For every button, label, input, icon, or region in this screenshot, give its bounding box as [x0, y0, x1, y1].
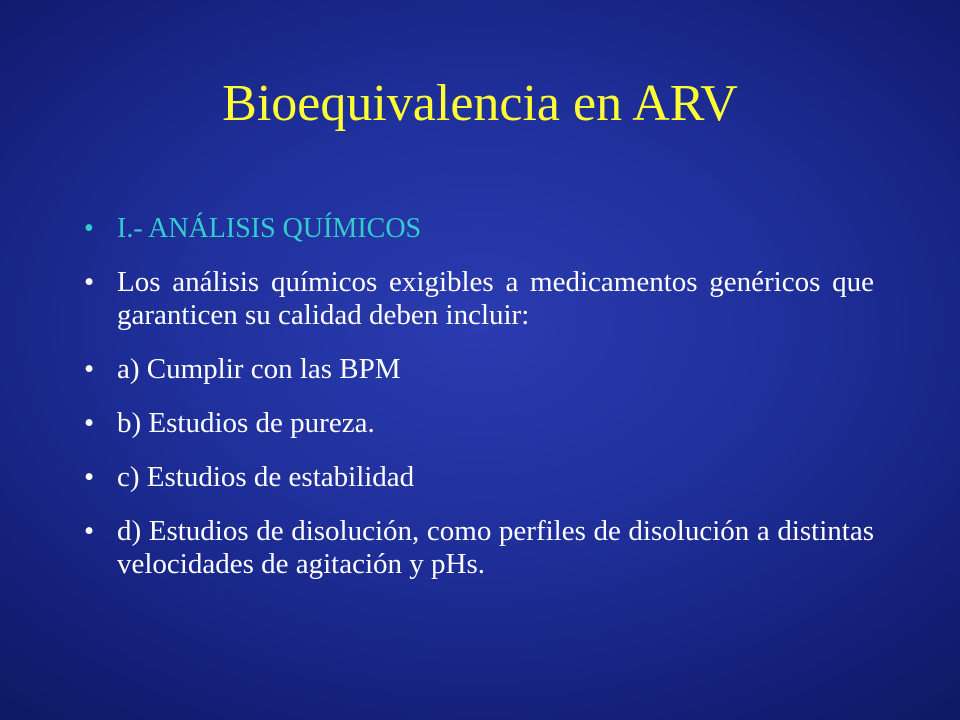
bullet-item-a	[84, 353, 874, 386]
bullet-text: I.- ANÁLISIS QUÍMICOS	[117, 213, 422, 244]
bullet-item-b	[84, 407, 874, 440]
slide-title: Bioequivalencia en ARV	[222, 75, 738, 132]
bullet-item-c	[84, 461, 874, 494]
bullet-icon: •	[84, 515, 95, 547]
bullet-text: b) Estudios de pureza.	[117, 407, 375, 439]
bullet-item-d	[84, 515, 874, 581]
bullet-icon: •	[84, 407, 95, 439]
bullet-list	[84, 212, 874, 602]
bullet-icon: •	[84, 461, 95, 493]
bullet-item-section-heading	[84, 212, 874, 245]
bullet-text: d) Estudios de disolución, como perfiles de disolución a distintas velocidades de agitación y pHs.	[117, 515, 874, 580]
bullet-text: a) Cumplir con las BPM	[117, 353, 401, 385]
bullet-text: c) Estudios de estabilidad	[117, 461, 415, 493]
bullet-icon: •	[84, 213, 94, 244]
bullet-text: Los análisis químicos exigibles a medicamentos genéricos que garanticen su calidad deben incluir:	[117, 266, 874, 331]
bullet-icon: •	[84, 353, 95, 385]
bullet-item-intro	[84, 266, 874, 332]
bullet-icon: •	[84, 266, 95, 298]
